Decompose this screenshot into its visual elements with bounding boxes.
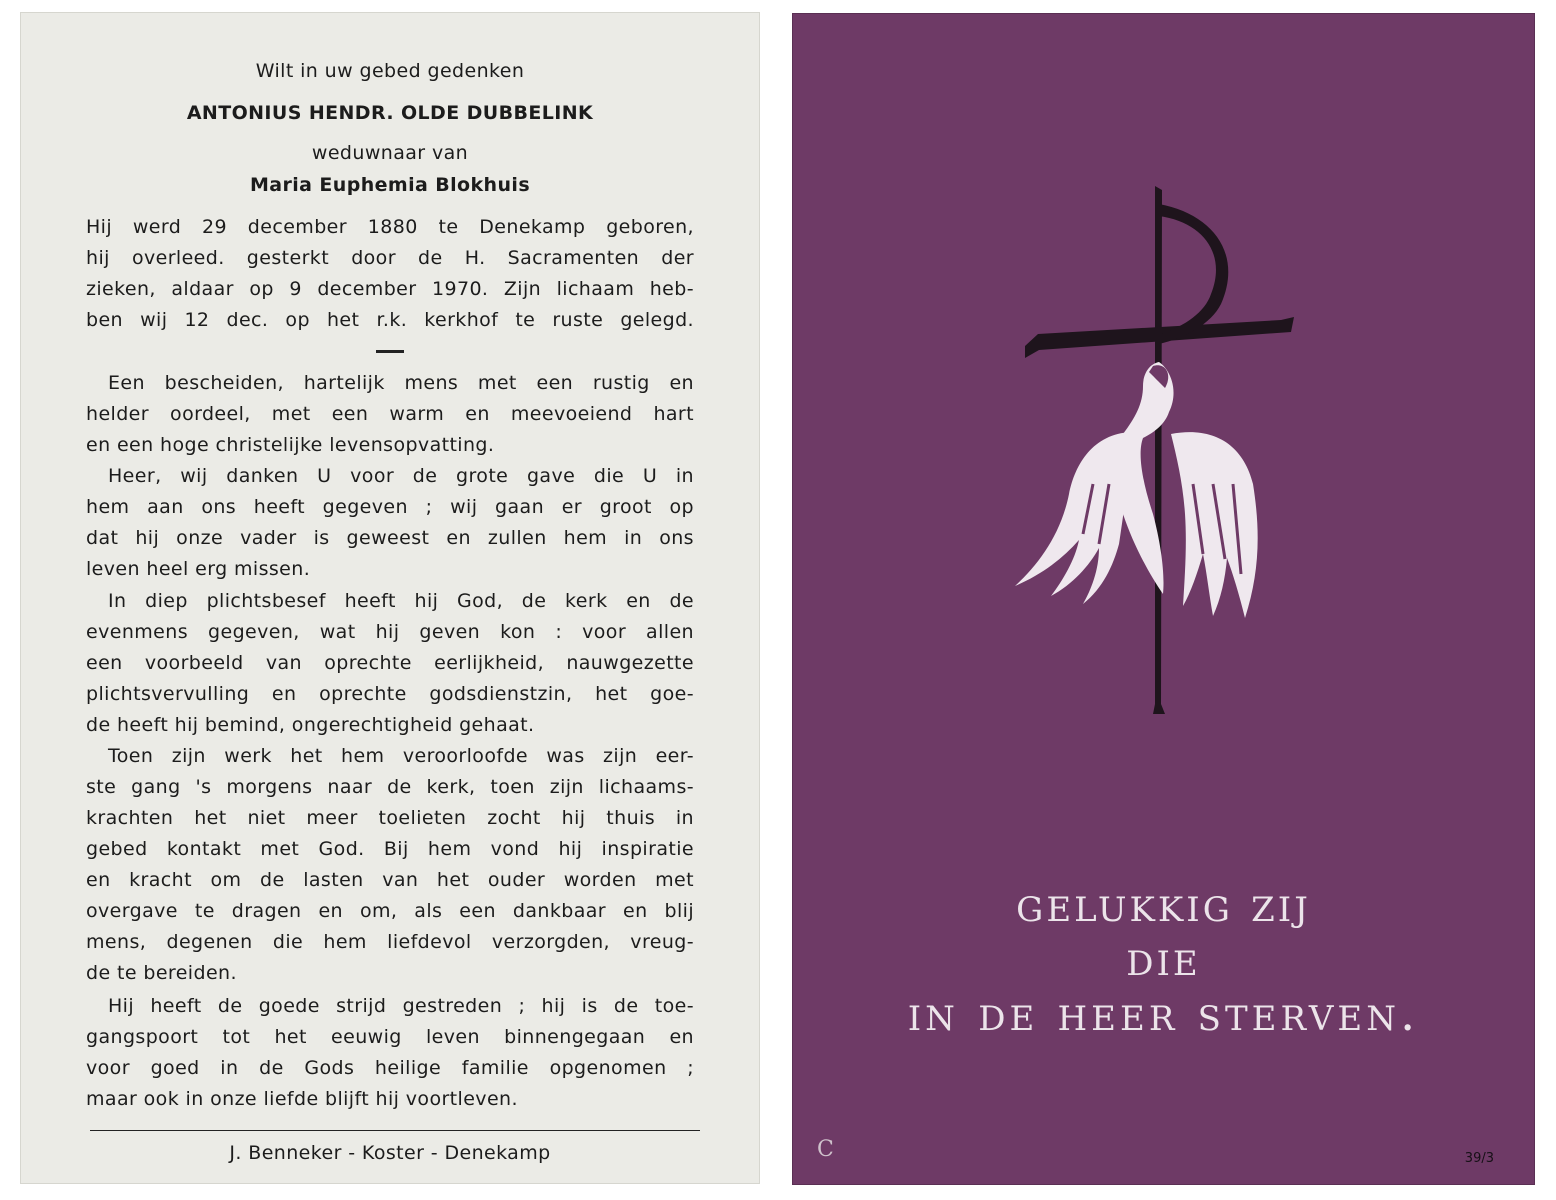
paragraph-line: en een hoge christelijke levensopvatting.: [86, 434, 495, 456]
paragraph-line: helder oordeel, met een warm en meevoeiend hart: [86, 403, 694, 425]
section-divider: [376, 350, 404, 353]
motto-line: gelukkig zij: [1016, 877, 1311, 933]
relation-text: weduwnaar van: [311, 142, 469, 164]
paragraph-line: voor goed in de Gods heilige familie opgenomen ;: [86, 1057, 694, 1079]
paragraph-line: Hij heeft de goede strijd gestreden ; hij is de toe-: [108, 995, 694, 1017]
paragraph-line: Toen zijn werk het hem veroorloofde was zijn eer-: [108, 745, 694, 767]
paragraph-line: mens, degenen die hem liefdevol verzorgden, vreug-: [86, 931, 694, 953]
paragraph-line: dat hij onze vader is geweest en zullen hem in ons: [86, 527, 694, 549]
motto-line: in de heer sterven.: [907, 986, 1420, 1042]
paragraph-line: evenmens gegeven, wat hij geven kon : voor allen: [86, 621, 694, 643]
motto-line: die: [1126, 931, 1201, 987]
chi-rho-cross-with-dove-icon: [793, 14, 1534, 814]
memorial-cover-card: [793, 14, 1534, 1184]
paragraph-line: ste gang 's morgens naar de kerk, toen zijn lichaams-: [86, 776, 694, 798]
paragraph-line: In diep plichtsbesef heeft hij God, de kerk en de: [108, 590, 694, 612]
paragraph-line: de te bereiden.: [86, 962, 237, 984]
paragraph-line: gangspoort tot het eeuwig leven binnengegaan en: [86, 1026, 694, 1048]
publisher-mark: C: [817, 1137, 834, 1162]
bio-line: zieken, aldaar op 9 december 1970. Zijn lichaam heb-: [86, 278, 694, 300]
deceased-name: ANTONIUS HENDR. OLDE DUBBELINK: [186, 102, 594, 124]
paragraph-line: Heer, wij danken U voor de grote gave die U in: [108, 465, 694, 487]
bio-line: hij overleed. gesterkt door de H. Sacramenten der: [86, 247, 694, 269]
paragraph-line: gebed kontakt met God. Bij hem vond hij inspiratie: [86, 838, 694, 860]
paragraph-line: plichtsvervulling en oprechte godsdienstzin, het goe-: [86, 683, 694, 705]
paragraph-line: overgave te dragen en om, als een dankbaar en blij: [86, 900, 694, 922]
bio-line: ben wij 12 dec. op het r.k. kerkhof te ruste gelegd.: [86, 309, 694, 331]
paragraph-line: maar ook in onze liefde blijft hij voortleven.: [86, 1088, 518, 1110]
paragraph-line: en kracht om de lasten van het ouder worden met: [86, 869, 694, 891]
paragraph-line: Een bescheiden, hartelijk mens met een rustig en: [108, 372, 694, 394]
memorial-text-card: [20, 12, 760, 1184]
paragraph-line: leven heel erg missen.: [86, 558, 311, 580]
card-number: 39/3: [1464, 1151, 1494, 1166]
bio-line: Hij werd 29 december 1880 te Denekamp geboren,: [86, 216, 694, 238]
paragraph-line: een voorbeeld van oprechte eerlijkheid, nauwgezette: [86, 652, 694, 674]
spouse-name: Maria Euphemia Blokhuis: [249, 174, 531, 196]
printer-credit: J. Benneker - Koster - Denekamp: [229, 1142, 551, 1164]
footer-rule: [90, 1130, 700, 1131]
paragraph-line: krachten het niet meer toelieten zocht hij thuis in: [86, 807, 694, 829]
paragraph-line: hem aan ons heeft gegeven ; wij gaan er groot op: [86, 496, 694, 518]
prayer-intro: Wilt in uw gebed gedenken: [255, 60, 525, 82]
paragraph-line: de heeft hij bemind, ongerechtigheid gehaat.: [86, 714, 535, 736]
motto: [793, 876, 1534, 1044]
